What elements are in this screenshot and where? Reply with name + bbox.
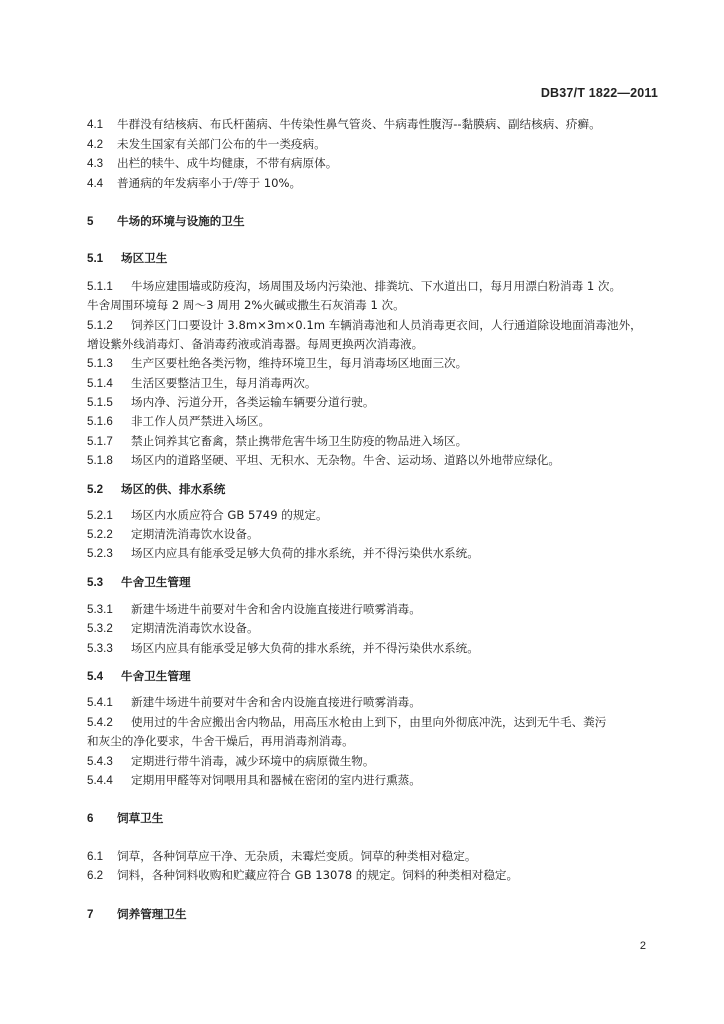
clause-6-2 xyxy=(87,867,661,884)
clause-number: 4.4 xyxy=(87,177,104,190)
clause-number: 5.1.4 xyxy=(87,377,113,390)
clause-4-2 xyxy=(87,136,661,153)
clause-number: 5.2.2 xyxy=(87,528,113,541)
clause-text: 和灰尘的净化要求，牛舍干燥后，再用消毒剂消毒。 xyxy=(87,734,354,748)
section-number: 5.3 xyxy=(87,576,104,589)
clause-text: 饲养区门口要设计 3.8m×3m×0.1m 车辆消毒池和人员消毒更衣间，人行通道除设地面消毒池外， xyxy=(131,318,642,332)
clause-text: 非工作人员严禁进入场区。 xyxy=(131,414,271,428)
subsection-heading-5-2 xyxy=(87,481,661,498)
clause-5-2-2 xyxy=(87,526,661,543)
clause-5-1-2 xyxy=(87,317,661,334)
clause-text: 生产区要杜绝各类污物，维持环境卫生，每月消毒场区地面三次。 xyxy=(131,356,468,370)
clause-5-2-1 xyxy=(87,507,661,524)
clause-text: 定期清洗消毒饮水设备。 xyxy=(131,527,259,541)
clause-5-1-4 xyxy=(87,375,661,392)
clause-5-4-3 xyxy=(87,753,661,770)
clause-number: 5.1.3 xyxy=(87,357,113,370)
subsection-heading-5-4 xyxy=(87,668,661,685)
clause-number: 4.1 xyxy=(87,118,104,131)
section-title: 牛舍卫生管理 xyxy=(121,575,191,589)
clause-6-1 xyxy=(87,848,661,865)
clause-text: 新建牛场进牛前要对牛舍和舍内设施直接进行喷雾消毒。 xyxy=(131,602,421,616)
clause-number: 6.1 xyxy=(87,850,104,863)
section-heading-6 xyxy=(87,810,661,827)
clause-4-1 xyxy=(87,116,661,133)
clause-5-3-1 xyxy=(87,601,661,618)
clause-text: 出栏的犊牛、成牛均健康，不带有病原体。 xyxy=(117,156,338,170)
clause-5-1-3 xyxy=(87,355,661,372)
standard-code: DB37/T 1822—2011 xyxy=(540,86,658,100)
clause-text: 新建牛场进牛前要对牛舍和舍内设施直接进行喷雾消毒。 xyxy=(131,695,421,709)
clause-number: 5.2.1 xyxy=(87,509,113,522)
clause-5-2-3 xyxy=(87,545,661,562)
clause-text: 未发生国家有关部门公布的牛一类疫病。 xyxy=(117,137,326,151)
clause-5-1-6 xyxy=(87,413,661,430)
section-number: 6 xyxy=(87,812,94,825)
section-title: 饲养管理卫生 xyxy=(117,907,187,921)
clause-5-4-2-cont xyxy=(87,733,661,749)
clause-text: 普通病的年发病率小于/等于 10%。 xyxy=(117,176,302,190)
clause-5-1-5 xyxy=(87,394,661,411)
section-number: 5.4 xyxy=(87,670,104,683)
clause-5-3-2 xyxy=(87,620,661,637)
clause-text: 场内净、污道分开，各类运输车辆要分道行驶。 xyxy=(131,395,375,409)
clause-5-4-1 xyxy=(87,694,661,711)
clause-number: 5.4.2 xyxy=(87,716,113,729)
clause-text: 场区内应具有能承受足够大负荷的排水系统，并不得污染供水系统。 xyxy=(131,546,479,560)
clause-text: 牛场应建围墙或防疫沟，场周围及场内污染池、排粪坑、下水道出口，每月用漂白粉消毒 1 次。 xyxy=(131,279,622,293)
section-heading-5 xyxy=(87,213,661,230)
clause-4-3 xyxy=(87,155,661,172)
section-number: 7 xyxy=(87,908,94,921)
subsection-heading-5-1 xyxy=(87,250,661,267)
clause-number: 4.3 xyxy=(87,157,104,170)
clause-text: 牛舍周围环境每 2 周～3 周用 2%火碱或撒生石灰消毒 1 次。 xyxy=(87,298,405,312)
page-number: 2 xyxy=(639,940,646,952)
section-title: 牛舍卫生管理 xyxy=(121,669,191,683)
clause-number: 5.1.6 xyxy=(87,415,113,428)
clause-5-4-2 xyxy=(87,714,661,731)
clause-number: 5.3.3 xyxy=(87,642,113,655)
clause-4-4 xyxy=(87,175,661,192)
section-heading-7 xyxy=(87,906,661,923)
clause-number: 5.3.2 xyxy=(87,622,113,635)
section-number: 5.1 xyxy=(87,252,104,265)
clause-text: 定期进行带牛消毒，减少环境中的病原微生物。 xyxy=(131,754,375,768)
section-title: 牛场的环境与设施的卫生 xyxy=(117,214,245,228)
clause-number: 5.1.8 xyxy=(87,454,113,467)
clause-text: 定期清洗消毒饮水设备。 xyxy=(131,621,259,635)
clause-number: 5.1.1 xyxy=(87,280,113,293)
section-number: 5 xyxy=(87,215,94,228)
clause-number: 5.1.5 xyxy=(87,396,113,409)
section-title: 场区卫生 xyxy=(121,251,168,265)
clause-5-1-8 xyxy=(87,452,661,469)
clause-5-3-3 xyxy=(87,640,661,657)
clause-5-1-7 xyxy=(87,433,661,450)
clause-text: 定期用甲醛等对饲喂用具和器械在密闭的室内进行熏蒸。 xyxy=(131,773,421,787)
section-number: 5.2 xyxy=(87,483,104,496)
clause-number: 5.1.2 xyxy=(87,319,113,332)
clause-number: 5.4.1 xyxy=(87,696,113,709)
clause-text: 饲草，各种饲草应干净、无杂质，未霉烂变质。饲草的种类相对稳定。 xyxy=(117,849,477,863)
clause-number: 5.1.7 xyxy=(87,435,113,448)
section-title: 饲草卫生 xyxy=(117,811,164,825)
section-title: 场区的供、排水系统 xyxy=(121,482,226,496)
clause-text: 增设紫外线消毒灯、备消毒药液或消毒器。每周更换两次消毒液。 xyxy=(87,337,424,351)
clause-text: 牛群没有结核病、布氏杆菌病、牛传染性鼻气管炎、牛病毒性腹泻--黏膜病、副结核病、疥癣。 xyxy=(117,117,601,131)
clause-text: 生活区要整洁卫生，每月消毒两次。 xyxy=(131,376,317,390)
subsection-heading-5-3 xyxy=(87,574,661,591)
clause-number: 5.3.1 xyxy=(87,603,113,616)
clause-5-4-4 xyxy=(87,772,661,789)
clause-number: 4.2 xyxy=(87,138,104,151)
clause-text: 禁止饲养其它畜禽，禁止携带危害牛场卫生防疫的物品进入场区。 xyxy=(131,434,468,448)
clause-text: 饲料，各种饲料收购和贮藏应符合 GB 13078 的规定。饲料的种类相对稳定。 xyxy=(117,868,519,882)
clause-text: 场区内的道路坚硬、平坦、无积水、无杂物。牛舍、运动场、道路以外地带应绿化。 xyxy=(131,453,560,467)
clause-number: 5.4.3 xyxy=(87,755,113,768)
clause-text: 场区内应具有能承受足够大负荷的排水系统，并不得污染供水系统。 xyxy=(131,641,479,655)
clause-5-1-1-cont xyxy=(87,297,661,313)
clause-number: 5.4.4 xyxy=(87,774,113,787)
clause-5-1-1 xyxy=(87,278,661,295)
clause-text: 场区内水质应符合 GB 5749 的规定。 xyxy=(131,508,328,522)
clause-text: 使用过的牛舍应搬出舍内物品，用高压水枪由上到下，由里向外彻底冲洗，达到无牛毛、粪污 xyxy=(131,715,607,729)
clause-5-1-2-cont xyxy=(87,336,661,352)
clause-number: 6.2 xyxy=(87,869,104,882)
clause-number: 5.2.3 xyxy=(87,547,113,560)
